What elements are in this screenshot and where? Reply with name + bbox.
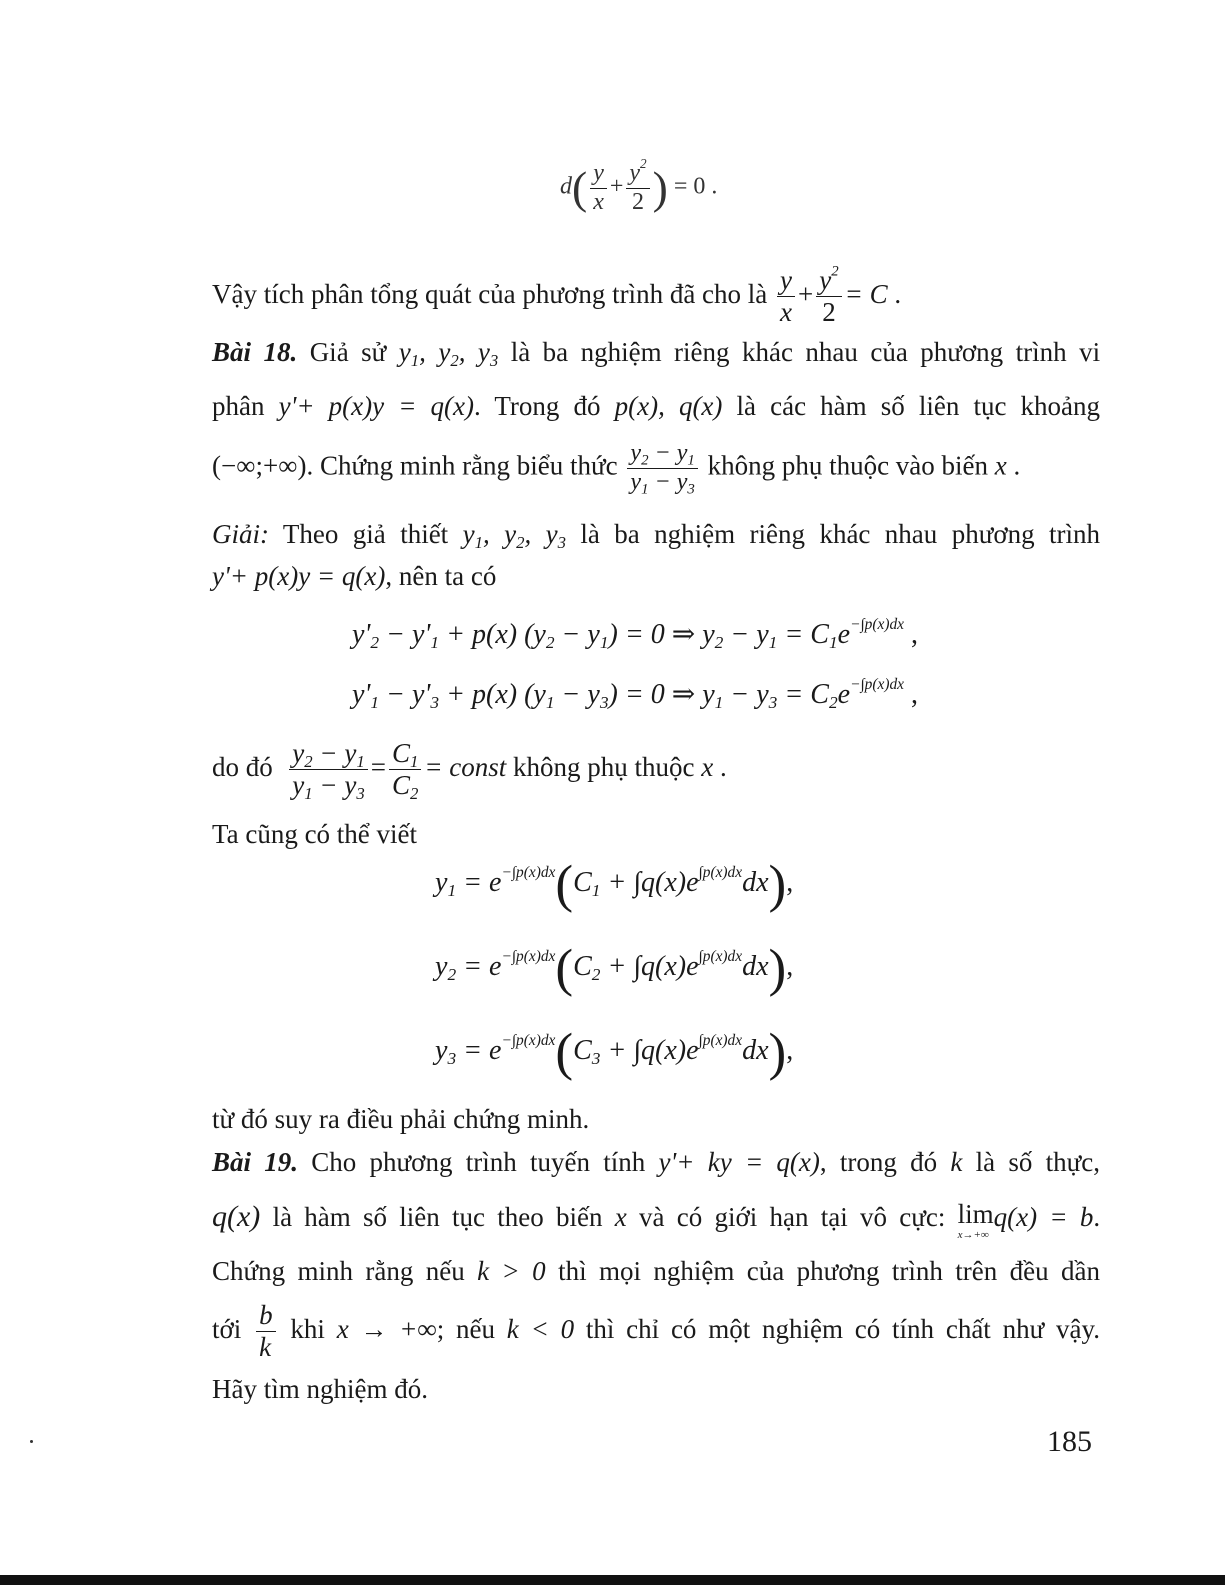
giai-text: là ba nghiệm riêng khác nhau phương trình xyxy=(580,519,1101,549)
bai18-label: Bài 18. xyxy=(212,337,298,367)
scan-bottom-edge xyxy=(0,1575,1225,1585)
equation-total-differential: d( $\frac{y}{x}$ + $\frac{y^2}{2}$ ) = 0 . xyxy=(560,156,718,215)
bai18-text: . Trong đó xyxy=(474,391,601,421)
proof-conclusion xyxy=(212,1105,589,1135)
bai19-text: là số thực, xyxy=(975,1147,1101,1177)
derivation-equation-1: $y'_2 - y'_1 + p(x) (y_2 - y_1) = 0$ ⇒ $y_2 - y_1 = C_1e^{-\int p(x)dx}$ , xyxy=(352,616,918,653)
bai19-text: là hàm số liên tục theo biến xyxy=(272,1202,603,1232)
bai19-text: tới xyxy=(212,1313,242,1344)
ratio-line: do đó $\frac{y_2 - y_1}{y_1 - y_3}$ = $\frac{C_1}{C_2}$ = const không phụ thuộc x . xyxy=(212,738,727,804)
conclusion-text: Vậy tích phân tổng quát của phương trình đã cho là xyxy=(212,278,768,309)
scan-speck xyxy=(30,1440,33,1443)
bai18-line-3: (−∞;+∞). Chứng minh rằng biểu thức $\frac{y_2 - y_1}{y_1 - y_3}$ không phụ thuộc vào biến x . xyxy=(212,440,1021,498)
giai-line-1: Giải: Theo giả thiết $y_1$, $y_2$, $y_3$ là ba nghiệm riêng khác nhau phương trình xyxy=(212,519,1101,553)
bai18-text: là các hàm số liên tục khoảng xyxy=(736,391,1101,421)
solution-y3: $y_3 = e^{-\int p(x)dx}(C_3 + \int q(x)e^{\int p(x)dx}dx)$, xyxy=(435,1022,794,1082)
bai19-text: thì mọi nghiệm của phương trình trên đều dần xyxy=(558,1256,1100,1286)
bai19-line-5 xyxy=(212,1375,428,1405)
bai19-text: , trong đó xyxy=(819,1147,938,1177)
alt-form-intro xyxy=(212,820,417,850)
bai19-line-2: q(x) là hàm số liên tục theo biến x và có giới hạn tại vô cực: lim x→+∞ q(x) = b. xyxy=(212,1199,1101,1241)
derivation-equation-2: $y'_1 - y'_3 + p(x) (y_1 - y_3) = 0$ ⇒ $y_1 - y_3 = C_2e^{-\int p(x)dx}$ , xyxy=(352,676,918,713)
ratio-text: do đó xyxy=(212,751,273,782)
bai19-text: Cho phương trình tuyến tính xyxy=(311,1147,646,1177)
bai18-text: là ba nghiệm riêng khác nhau của phương trình vi xyxy=(510,337,1101,367)
bai18-text: không phụ thuộc vào biến xyxy=(707,450,989,481)
bai19-line-4: tới $\frac{b}{k}$ khi x → +∞; nếu k < 0 thì chỉ có một nghiệm có tính chất như vậy. xyxy=(212,1300,1101,1363)
solution-y2: $y_2 = e^{-\int p(x)dx}(C_2 + \int q(x)e^{\int p(x)dx}dx)$, xyxy=(435,938,794,998)
bai19-text: thì chỉ có một nghiệm có tính chất như vậy. xyxy=(585,1313,1101,1344)
bai19-text: khi xyxy=(290,1313,325,1344)
bai18-text: Giả sử xyxy=(309,337,387,367)
giai-text: Theo giả thiết xyxy=(282,519,449,549)
bai19-text: Hãy tìm nghiệm đó. xyxy=(212,1374,428,1404)
bai18-text: . Chứng minh rằng biểu thức xyxy=(306,450,618,481)
ratio-text: không phụ thuộc xyxy=(513,751,695,782)
conclusion-line: Vậy tích phân tổng quát của phương trình đã cho là $\frac{y}{x}$ + $\frac{y^2}{2}$ = C . xyxy=(212,263,902,328)
giai-line-2: y'+ p(x)y = q(x), nên ta có xyxy=(212,561,497,591)
proof-conclusion-text: từ đó suy ra điều phải chứng minh. xyxy=(212,1104,590,1134)
bai19-text: ; nếu xyxy=(436,1313,495,1344)
giai-label: Giải: xyxy=(212,519,269,549)
bai18-text: phân xyxy=(212,391,265,421)
bai19-text: Chứng minh rằng nếu xyxy=(212,1256,465,1286)
alt-form-text: Ta cũng có thể viết xyxy=(212,819,418,849)
page-number: 185 xyxy=(1047,1425,1092,1458)
bai19-line-1: Bài 19. Cho phương trình tuyến tính y'+ ky = q(x), trong đó k là số thực, xyxy=(212,1147,1101,1177)
bai19-text: và có giới hạn tại vô cực: xyxy=(639,1202,946,1232)
bai19-line-3: Chứng minh rằng nếu k > 0 thì mọi nghiệm của phương trình trên đều dần xyxy=(212,1256,1100,1286)
giai-text: , nên ta có xyxy=(385,561,497,591)
solution-y1: $y_1 = e^{-\int p(x)dx}(C_1 + \int q(x)e^{\int p(x)dx}dx)$, xyxy=(435,854,794,914)
bai18-line-1: Bài 18. Giả sử $y_1$, $y_2$, $y_3$ là ba nghiệm riêng khác nhau của phương trình vi xyxy=(212,337,1101,371)
bai18-line-2: phân y'+ p(x)y = q(x). Trong đó p(x), q(x) là các hàm số liên tục khoảng xyxy=(212,391,1101,421)
bai19-label: Bài 19. xyxy=(212,1147,299,1177)
